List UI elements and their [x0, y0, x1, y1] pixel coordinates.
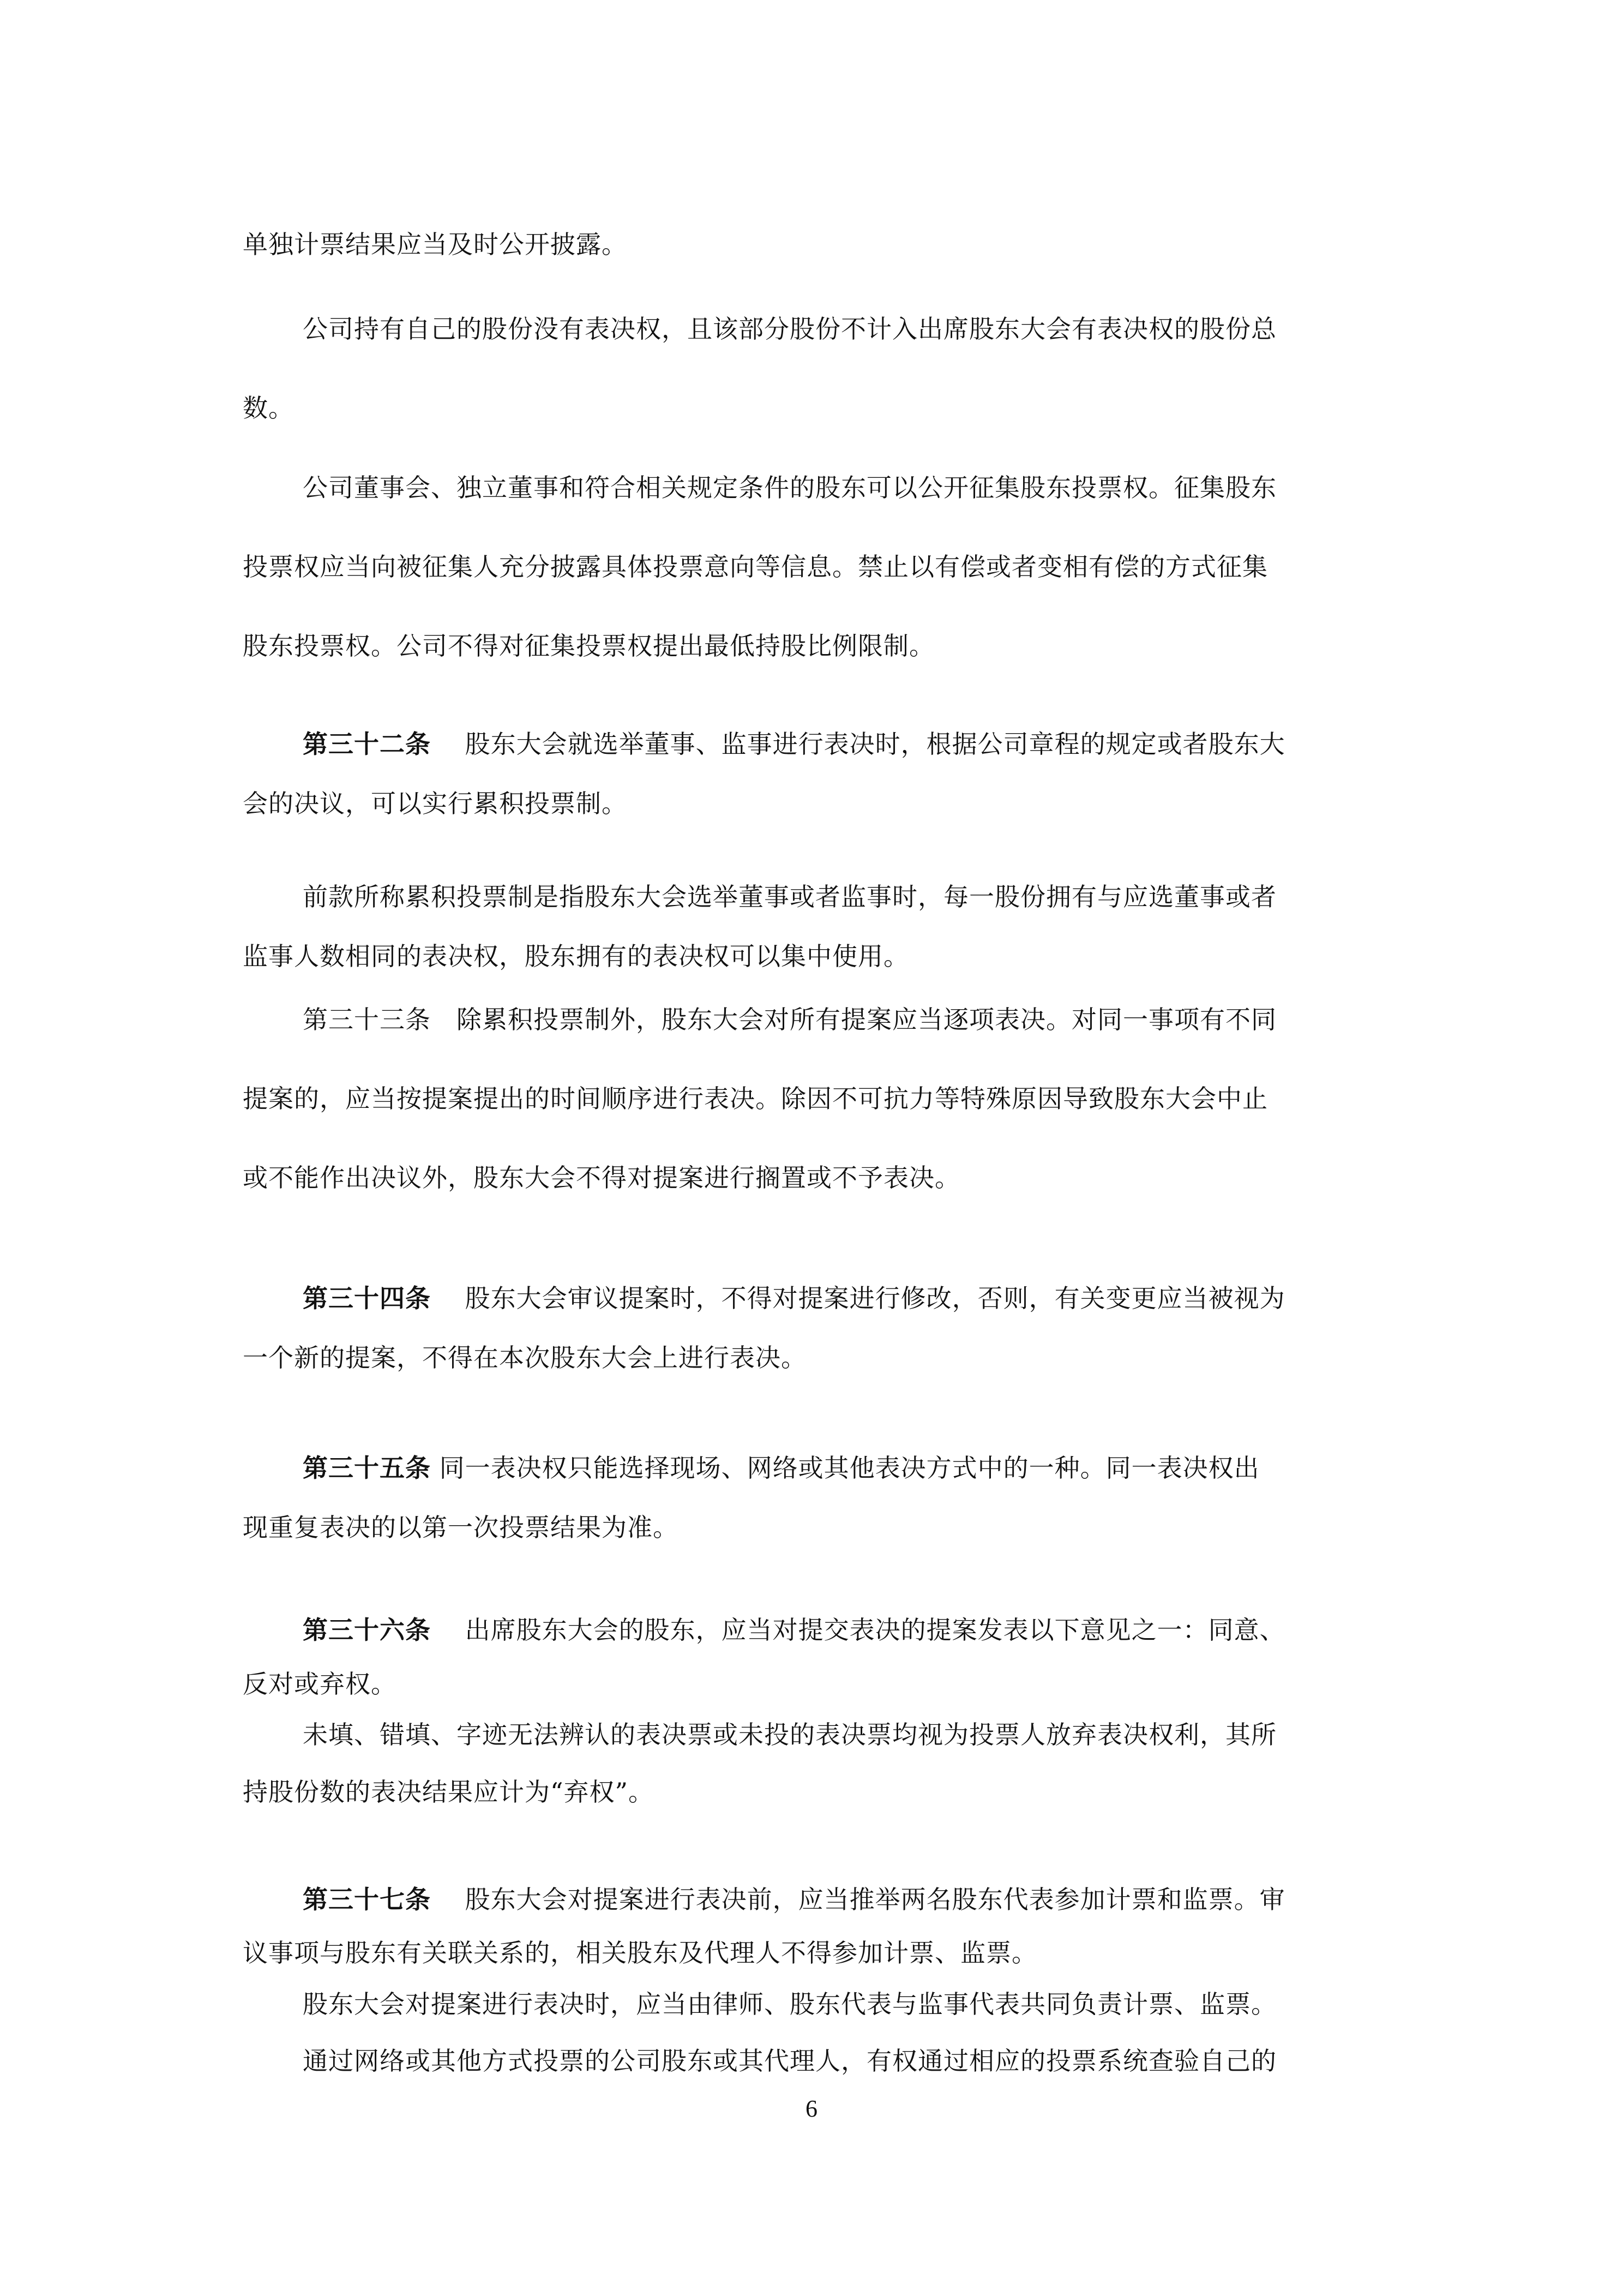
- paragraph-line: 通过网络或其他方式投票的公司股东或其代理人，有权通过相应的投票系统查验自己的: [303, 2046, 1277, 2076]
- paragraph-line: 反对或弃权。: [243, 1669, 396, 1699]
- paragraph-line: 提案的，应当按提案提出的时间顺序进行表决。除因不可抗力等特殊原因导致股东大会中止: [243, 1084, 1268, 1113]
- article-37-first-line: [303, 1883, 1388, 1916]
- article-text: 出席股东大会的股东，应当对提交表决的提案发表以下意见之一：同意、: [465, 1615, 1285, 1645]
- paragraph-line: 或不能作出决议外，股东大会不得对提案进行搁置或不予表决。: [243, 1163, 960, 1192]
- article-34-first-line: [303, 1282, 1388, 1315]
- article-heading: 第三十二条: [303, 729, 431, 759]
- paragraph-line: 未填、错填、字迹无法辨认的表决票或未投的表决票均视为投票人放弃表决权利，其所: [303, 1720, 1277, 1749]
- article-heading: 第三十五条: [303, 1453, 431, 1483]
- paragraph-line: 第三十三条 除累积投票制外，股东大会对所有提案应当逐项表决。对同一事项有不同: [303, 1005, 1277, 1034]
- paragraph-line: 公司董事会、独立董事和符合相关规定条件的股东可以公开征集股东投票权。征集股东: [303, 473, 1277, 502]
- paragraph-line: 公司持有自己的股份没有表决权，且该部分股份不计入出席股东大会有表决权的股份总: [303, 314, 1277, 344]
- paragraph-line: 投票权应当向被征集人充分披露具体投票意向等信息。禁止以有偿或者变相有偿的方式征集: [243, 552, 1268, 582]
- paragraph-line: 股东大会对提案进行表决时，应当由律师、股东代表与监事代表共同负责计票、监票。: [303, 1989, 1277, 2019]
- paragraph-line: 会的决议，可以实行累积投票制。: [243, 789, 627, 818]
- article-text: 股东大会就选举董事、监事进行表决时，根据公司章程的规定或者股东大: [465, 729, 1285, 759]
- article-heading: 第三十六条: [303, 1615, 431, 1645]
- paragraph-line: 现重复表决的以第一次投票结果为准。: [243, 1513, 678, 1542]
- paragraph-line: 持股份数的表决结果应计为“弃权”。: [243, 1777, 654, 1807]
- paragraph-line: 前款所称累积投票制是指股东大会选举董事或者监事时，每一股份拥有与应选董事或者: [303, 882, 1277, 912]
- page-number: 6: [806, 2095, 817, 2122]
- article-text: 股东大会审议提案时，不得对提案进行修改，否则，有关变更应当被视为: [465, 1284, 1285, 1313]
- paragraph-line: 数。: [243, 393, 294, 423]
- article-text: 同一表决权只能选择现场、网络或其他表决方式中的一种。同一表决权出: [439, 1453, 1260, 1483]
- paragraph-line: 议事项与股东有关联关系的，相关股东及代理人不得参加计票、监票。: [243, 1938, 1037, 1968]
- article-text: 股东大会对提案进行表决前，应当推举两名股东代表参加计票和监票。审: [465, 1885, 1285, 1914]
- article-36-first-line: [303, 1614, 1388, 1646]
- article-35-first-line: [303, 1452, 1388, 1484]
- paragraph-line: 单独计票结果应当及时公开披露。: [243, 230, 627, 259]
- article-heading: 第三十四条: [303, 1284, 431, 1313]
- article-heading: 第三十七条: [303, 1885, 431, 1914]
- paragraph-line: 监事人数相同的表决权，股东拥有的表决权可以集中使用。: [243, 942, 909, 971]
- paragraph-line: 一个新的提案，不得在本次股东大会上进行表决。: [243, 1343, 807, 1372]
- paragraph-line: 股东投票权。公司不得对征集投票权提出最低持股比例限制。: [243, 631, 935, 661]
- article-32-first-line: [303, 728, 1388, 760]
